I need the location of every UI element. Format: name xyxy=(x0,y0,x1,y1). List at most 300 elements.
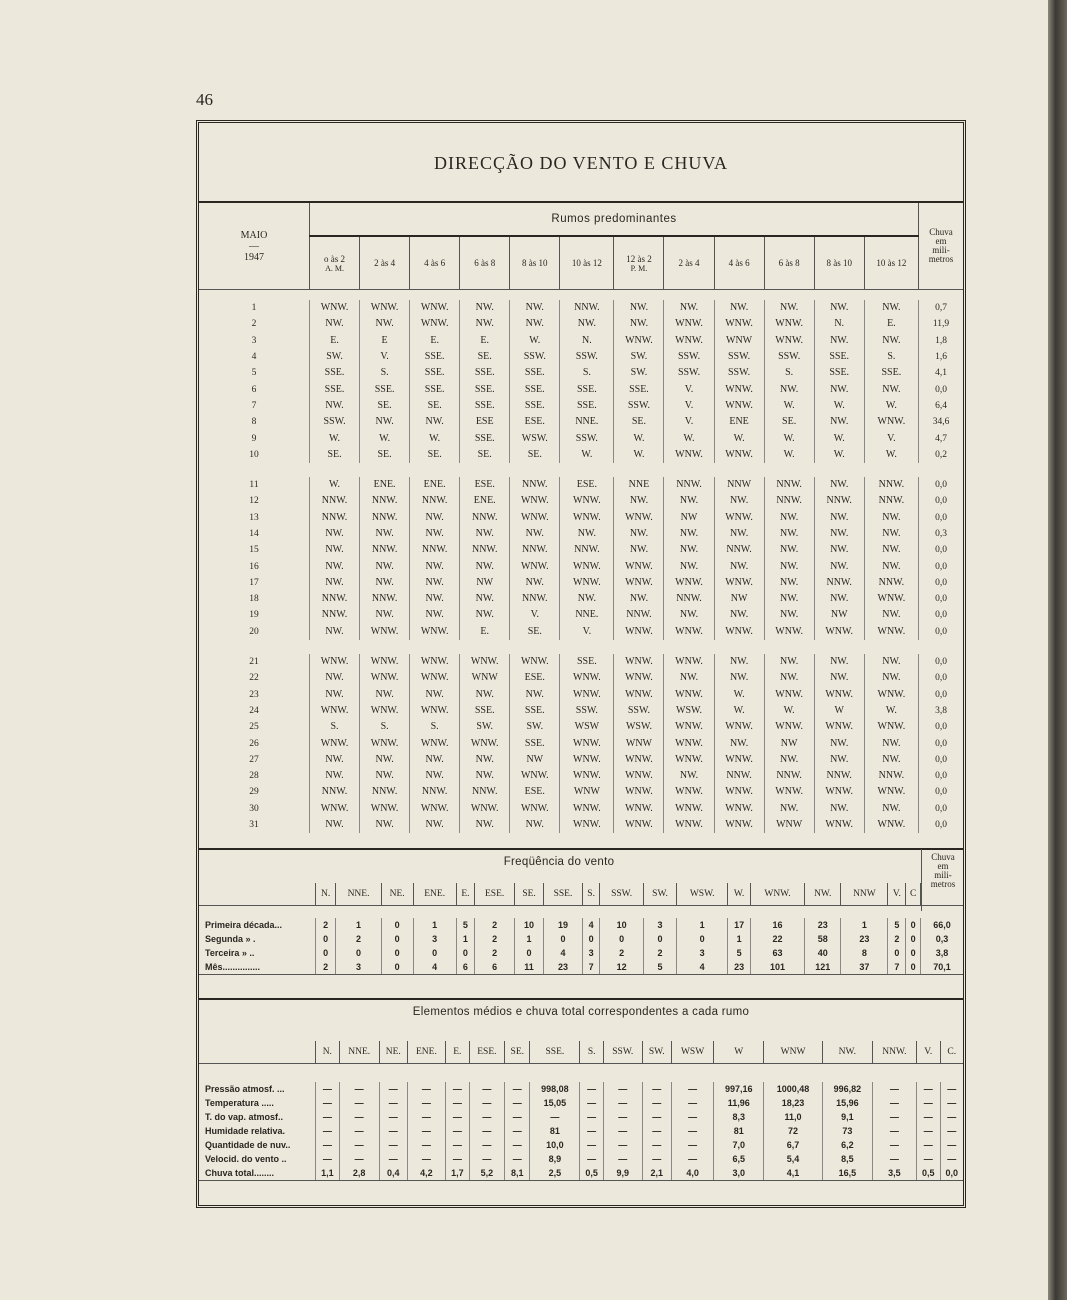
direction-cell: S. xyxy=(864,349,918,365)
element-cell: — xyxy=(603,1138,642,1152)
direction-cell: NNW. xyxy=(560,300,614,316)
rain-cell: 0,0 xyxy=(919,493,964,509)
direction-column-header: NNW. xyxy=(872,1041,916,1064)
direction-cell: WNW. xyxy=(460,801,510,817)
direction-cell: NW. xyxy=(814,654,864,670)
direction-column-header: ENE. xyxy=(413,883,456,906)
direction-cell: WNW. xyxy=(360,624,410,640)
direction-cell: WNW. xyxy=(764,719,814,735)
direction-column-header: V. xyxy=(888,883,906,906)
day-cell: 29 xyxy=(249,787,259,798)
frequency-cell: 2 xyxy=(600,946,644,960)
table-row xyxy=(199,703,963,719)
element-cell: — xyxy=(339,1152,379,1166)
element-cell: — xyxy=(469,1082,504,1096)
direction-cell: W. xyxy=(614,430,664,446)
frequency-cell: 6 xyxy=(475,960,515,975)
direction-cell: WNW xyxy=(764,817,814,833)
direction-cell: WNW. xyxy=(410,654,460,670)
element-cell: 4,2 xyxy=(407,1166,445,1181)
direction-cell: W. xyxy=(560,447,614,463)
direction-column-header: NE. xyxy=(379,1041,407,1064)
element-cell: — xyxy=(580,1110,604,1124)
direction-cell: WNW. xyxy=(714,510,764,526)
frequency-cell: 11 xyxy=(515,960,544,975)
rain-header-line: metros xyxy=(930,879,956,889)
direction-column-header: W xyxy=(714,1041,764,1064)
element-cell: — xyxy=(339,1138,379,1152)
direction-cell: NW. xyxy=(864,752,918,768)
direction-cell: NW. xyxy=(664,542,714,558)
element-cell: — xyxy=(446,1096,470,1110)
direction-cell: NW. xyxy=(814,510,864,526)
direction-cell: WNW. xyxy=(714,784,764,800)
page-title: DIRECÇÃO DO VENTO E CHUVA xyxy=(199,123,963,203)
direction-cell: WNW. xyxy=(714,316,764,332)
direction-cell: NW. xyxy=(410,817,460,833)
day-cell: 9 xyxy=(251,433,257,444)
frequency-cell: 101 xyxy=(750,960,804,975)
direction-cell: NW. xyxy=(360,768,410,784)
day-cell: 26 xyxy=(249,738,259,749)
direction-cell: NNW. xyxy=(460,510,510,526)
direction-cell: NW. xyxy=(510,526,560,542)
direction-cell: WNW. xyxy=(864,414,918,430)
direction-cell: NW. xyxy=(460,526,510,542)
day-header-line: MAIO xyxy=(240,229,268,241)
direction-cell: WNW. xyxy=(560,801,614,817)
direction-cell: SSW. xyxy=(714,365,764,381)
time-column-header-text: 2 às 4 xyxy=(678,258,700,268)
day-cell: 23 xyxy=(249,689,259,700)
frequency-cell: 4 xyxy=(677,960,728,975)
element-cell: — xyxy=(642,1096,671,1110)
elements-row xyxy=(199,1096,963,1110)
direction-cell: NW. xyxy=(864,654,918,670)
direction-cell: NW. xyxy=(764,801,814,817)
element-cell: — xyxy=(603,1082,642,1096)
direction-cell: E. xyxy=(310,333,360,349)
element-cell: — xyxy=(505,1110,530,1124)
rain-header-line: mili- xyxy=(934,870,952,880)
element-cell: — xyxy=(642,1082,671,1096)
element-cell: — xyxy=(872,1082,916,1096)
element-cell: — xyxy=(469,1110,504,1124)
day-cell: 25 xyxy=(249,722,259,733)
day-cell: 5 xyxy=(251,368,257,379)
direction-cell: SE. xyxy=(510,624,560,640)
frequency-cell: 0 xyxy=(515,946,544,960)
direction-cell: WNW. xyxy=(664,719,714,735)
direction-cell: WNW. xyxy=(614,575,664,591)
direction-column-header: S. xyxy=(583,883,600,906)
frequency-cell: 2 xyxy=(475,946,515,960)
direction-cell: NW. xyxy=(814,414,864,430)
direction-cell: WNW. xyxy=(664,817,714,833)
direction-cell: NNW. xyxy=(460,542,510,558)
direction-cell: NNW. xyxy=(560,542,614,558)
element-cell: — xyxy=(339,1082,379,1096)
direction-cell: W. xyxy=(814,447,864,463)
frequency-cell: 23 xyxy=(728,960,751,975)
element-cell: 0,4 xyxy=(379,1166,407,1181)
direction-cell: SSW. xyxy=(664,365,714,381)
time-column-header-text: 6 às 8 xyxy=(778,258,800,268)
direction-cell: NW. xyxy=(764,591,814,607)
direction-column-header: SSE. xyxy=(530,1041,580,1064)
spacer xyxy=(199,463,963,477)
element-cell: 0,0 xyxy=(940,1166,963,1181)
direction-cell: WNW. xyxy=(714,381,764,397)
direction-cell: WNW. xyxy=(410,735,460,751)
frequency-cell: 0 xyxy=(336,946,381,960)
frequency-cell: 0 xyxy=(381,960,413,975)
direction-cell: NW. xyxy=(560,526,614,542)
rain-cell: 66,0 xyxy=(921,918,964,932)
direction-cell: S. xyxy=(560,365,614,381)
direction-cell: NW. xyxy=(360,414,410,430)
direction-cell: SSE. xyxy=(310,365,360,381)
element-cell: — xyxy=(872,1152,916,1166)
direction-cell: SSW. xyxy=(560,430,614,446)
day-cell: 17 xyxy=(249,577,259,588)
element-cell: 11,96 xyxy=(714,1096,764,1110)
frequency-cell: 0 xyxy=(381,918,413,932)
table-frame xyxy=(196,120,966,1208)
time-column-header-text: 12 às 2 xyxy=(626,253,652,264)
frequency-cell: 1 xyxy=(413,918,456,932)
frequency-cell: 4 xyxy=(583,918,600,932)
element-cell: — xyxy=(671,1124,713,1138)
rain-cell: 0,0 xyxy=(919,801,964,817)
element-cell: 1,7 xyxy=(446,1166,470,1181)
time-column-header-text: 8 às 10 xyxy=(826,258,852,268)
direction-cell: WNW. xyxy=(614,624,664,640)
row-label: Velocid. do vento .. xyxy=(205,1154,287,1164)
direction-cell: W. xyxy=(764,398,814,414)
element-cell: — xyxy=(671,1082,713,1096)
spacer-row xyxy=(199,463,963,477)
direction-cell: NW. xyxy=(814,558,864,574)
direction-cell: WNW. xyxy=(310,654,360,670)
direction-cell: NNW. xyxy=(864,477,918,493)
time-column-header xyxy=(664,236,714,290)
table-row xyxy=(199,365,963,381)
rain-cell: 34,6 xyxy=(919,414,964,430)
day-header-line: — xyxy=(249,240,259,252)
direction-cell: NW. xyxy=(864,510,918,526)
direction-cell: NW. xyxy=(714,654,764,670)
direction-column-header: SSE. xyxy=(543,883,582,906)
direction-cell: NW xyxy=(764,735,814,751)
element-cell: — xyxy=(505,1138,530,1152)
direction-cell: ESE. xyxy=(460,477,510,493)
element-cell: — xyxy=(469,1124,504,1138)
direction-cell: NW. xyxy=(510,316,560,332)
element-cell: — xyxy=(407,1124,445,1138)
direction-cell: NW. xyxy=(814,526,864,542)
time-column-header-text: 2 às 4 xyxy=(374,258,396,268)
direction-cell: WNW. xyxy=(664,624,714,640)
direction-cell: SSE. xyxy=(460,430,510,446)
direction-cell: SSE. xyxy=(360,381,410,397)
direction-cell: NNW. xyxy=(310,607,360,623)
table-row xyxy=(199,817,963,833)
direction-cell: NW. xyxy=(764,670,814,686)
direction-cell: WNW. xyxy=(714,398,764,414)
direction-cell: NW. xyxy=(864,526,918,542)
direction-cell: E. xyxy=(460,333,510,349)
direction-cell: W. xyxy=(864,703,918,719)
element-cell: — xyxy=(916,1152,940,1166)
direction-cell: SE. xyxy=(410,398,460,414)
element-cell: — xyxy=(940,1110,963,1124)
direction-cell: WNW. xyxy=(764,687,814,703)
rain-header-line: Chuva xyxy=(929,227,953,237)
direction-cell: WSW xyxy=(560,719,614,735)
direction-cell: NW. xyxy=(310,670,360,686)
direction-cell: NW. xyxy=(764,607,814,623)
frequency-cell: 7 xyxy=(888,960,906,975)
day-cell: 21 xyxy=(249,657,259,668)
direction-cell: WNW. xyxy=(410,801,460,817)
direction-cell: WNW. xyxy=(460,654,510,670)
time-column-header xyxy=(714,236,764,290)
direction-cell: NW. xyxy=(460,752,510,768)
direction-cell: NNW. xyxy=(764,768,814,784)
element-cell: — xyxy=(642,1110,671,1124)
elements-row xyxy=(199,1110,963,1124)
element-cell: — xyxy=(316,1138,340,1152)
element-cell: — xyxy=(916,1096,940,1110)
direction-cell: NW. xyxy=(764,526,814,542)
frequency-row xyxy=(199,946,963,960)
element-cell: — xyxy=(469,1138,504,1152)
frequency-cell: 1 xyxy=(336,918,381,932)
spacer-row xyxy=(199,640,963,654)
direction-cell: WNW. xyxy=(310,703,360,719)
time-column-header-text: 8 às 10 xyxy=(522,258,548,268)
direction-cell: V. xyxy=(664,398,714,414)
day-cell: 30 xyxy=(249,803,259,814)
direction-cell: WNW. xyxy=(764,784,814,800)
direction-cell: NW. xyxy=(310,624,360,640)
table-row xyxy=(199,414,963,430)
direction-column-header: NE. xyxy=(381,883,413,906)
direction-cell: WNW. xyxy=(510,510,560,526)
direction-column-header: ENE. xyxy=(407,1041,445,1064)
element-cell: — xyxy=(872,1096,916,1110)
rain-cell: 0,0 xyxy=(919,719,964,735)
direction-cell: NW. xyxy=(360,817,410,833)
direction-cell: WNW. xyxy=(460,735,510,751)
rain-header-line: Chuva xyxy=(931,852,955,862)
table-row xyxy=(199,654,963,670)
elements-row xyxy=(199,1082,963,1096)
direction-cell: WNW. xyxy=(714,817,764,833)
day-cell: 20 xyxy=(249,626,259,637)
element-cell: 998,08 xyxy=(530,1082,580,1096)
direction-column-header: N. xyxy=(316,1041,340,1064)
time-column-header-text: 4 às 6 xyxy=(424,258,446,268)
direction-cell: S. xyxy=(410,719,460,735)
element-cell: — xyxy=(407,1110,445,1124)
frequency-cell: 1 xyxy=(515,932,544,946)
direction-cell: ESE. xyxy=(510,670,560,686)
direction-cell: SSE. xyxy=(510,365,560,381)
row-label: Mês............... xyxy=(199,960,316,975)
frequency-cell: 1 xyxy=(677,918,728,932)
direction-cell: NNW. xyxy=(360,510,410,526)
direction-cell: NW. xyxy=(360,316,410,332)
direction-cell: WNW. xyxy=(560,575,614,591)
direction-cell: NNW. xyxy=(310,784,360,800)
frequency-cell: 0 xyxy=(316,946,336,960)
direction-cell: SSE. xyxy=(560,654,614,670)
element-cell: 6,2 xyxy=(822,1138,872,1152)
day-cell: 22 xyxy=(249,673,259,684)
direction-cell: ENE xyxy=(714,414,764,430)
spacer xyxy=(199,1064,963,1083)
element-cell: — xyxy=(642,1152,671,1166)
direction-cell: NNW. xyxy=(410,784,460,800)
row-label: Temperatura ..... xyxy=(205,1098,274,1108)
direction-cell: WNW. xyxy=(360,735,410,751)
direction-cell: NW. xyxy=(864,607,918,623)
direction-cell: NW. xyxy=(614,493,664,509)
direction-cell: NNW. xyxy=(410,542,460,558)
time-column-header xyxy=(864,236,918,290)
frequency-cell: 0 xyxy=(906,918,921,932)
frequency-cell: 23 xyxy=(805,918,841,932)
direction-column-header: SW. xyxy=(642,1041,671,1064)
element-cell: — xyxy=(446,1124,470,1138)
spacer-row xyxy=(199,1064,963,1083)
table-row xyxy=(199,784,963,800)
element-cell: — xyxy=(603,1096,642,1110)
direction-cell: SSE. xyxy=(460,703,510,719)
direction-cell: NNW. xyxy=(614,607,664,623)
direction-cell: NW. xyxy=(360,752,410,768)
element-cell: — xyxy=(379,1082,407,1096)
direction-cell: WNW. xyxy=(864,719,918,735)
spacer xyxy=(199,290,963,301)
direction-cell: W. xyxy=(310,477,360,493)
direction-cell: NW. xyxy=(714,607,764,623)
direction-cell: WNW. xyxy=(714,752,764,768)
direction-cell: W. xyxy=(410,430,460,446)
day-cell: 13 xyxy=(249,512,259,523)
direction-cell: SSW. xyxy=(560,349,614,365)
direction-cell: WNW. xyxy=(714,447,764,463)
row-label: Quantidade de nuv.. xyxy=(205,1140,291,1150)
frequency-row xyxy=(199,918,963,932)
direction-cell: NW. xyxy=(460,300,510,316)
direction-cell: SSE. xyxy=(410,349,460,365)
direction-cell: W. xyxy=(714,703,764,719)
element-cell: — xyxy=(339,1110,379,1124)
frequency-cell: 0 xyxy=(906,932,921,946)
element-cell: 9,9 xyxy=(603,1166,642,1181)
direction-column-header: S. xyxy=(580,1041,604,1064)
frequency-cell: 17 xyxy=(728,918,751,932)
direction-cell: NW. xyxy=(410,752,460,768)
day-column-header xyxy=(199,203,310,290)
element-cell: — xyxy=(603,1110,642,1124)
direction-column-header: SE. xyxy=(505,1041,530,1064)
direction-cell: NW. xyxy=(310,542,360,558)
direction-column-header: E. xyxy=(456,883,474,906)
direction-cell: NW. xyxy=(410,414,460,430)
direction-cell: S. xyxy=(764,365,814,381)
direction-cell: NW. xyxy=(460,591,510,607)
direction-cell: NNW. xyxy=(360,542,410,558)
direction-cell: NNW. xyxy=(664,477,714,493)
direction-cell: NW. xyxy=(360,526,410,542)
direction-cell: W. xyxy=(764,447,814,463)
direction-cell: WNW. xyxy=(510,801,560,817)
element-cell: 8,3 xyxy=(714,1110,764,1124)
direction-cell: WNW. xyxy=(614,687,664,703)
frequency-cell: 5 xyxy=(888,918,906,932)
element-cell: — xyxy=(505,1096,530,1110)
element-cell: — xyxy=(407,1152,445,1166)
day-cell: 27 xyxy=(249,754,259,765)
frequency-row xyxy=(199,960,963,975)
element-cell: — xyxy=(872,1124,916,1138)
frequency-cell: 0 xyxy=(643,932,676,946)
spacer xyxy=(199,833,963,845)
elements-section-title: Elementos médios e chuva total correspondentes a cada rumo xyxy=(412,1006,750,1018)
element-cell: — xyxy=(379,1138,407,1152)
table-row xyxy=(199,607,963,623)
direction-cell: NW. xyxy=(510,817,560,833)
day-cell: 8 xyxy=(251,417,257,428)
frequency-cell: 2 xyxy=(336,932,381,946)
direction-cell: NW. xyxy=(814,381,864,397)
element-cell: 1,1 xyxy=(316,1166,340,1181)
element-cell: — xyxy=(940,1124,963,1138)
direction-cell: WNW. xyxy=(614,333,664,349)
frequency-table xyxy=(199,883,963,975)
frequency-cell: 1 xyxy=(841,918,888,932)
direction-cell: NW. xyxy=(310,687,360,703)
rain-cell: 0,0 xyxy=(919,558,964,574)
table-row xyxy=(199,398,963,414)
rumos-header: Rumos predominantes xyxy=(310,203,919,236)
spacer-row xyxy=(199,833,963,845)
direction-cell: NW. xyxy=(814,591,864,607)
element-cell: — xyxy=(940,1082,963,1096)
direction-cell: WNW. xyxy=(614,752,664,768)
day-cell: 3 xyxy=(251,335,257,346)
elements-row xyxy=(199,1166,963,1181)
element-cell: — xyxy=(407,1138,445,1152)
direction-cell: WNW. xyxy=(410,670,460,686)
rain-cell: 1,8 xyxy=(919,333,964,349)
direction-column-header: WSW xyxy=(671,1041,713,1064)
direction-cell: NW. xyxy=(864,300,918,316)
direction-cell: WNW. xyxy=(560,687,614,703)
row-label-header xyxy=(199,883,316,906)
element-cell: — xyxy=(446,1110,470,1124)
element-cell: — xyxy=(603,1152,642,1166)
direction-cell: SW. xyxy=(614,365,664,381)
element-cell: 3,5 xyxy=(872,1166,916,1181)
direction-cell: ESE. xyxy=(560,477,614,493)
direction-cell: SSE. xyxy=(560,381,614,397)
direction-cell: WNW. xyxy=(614,510,664,526)
